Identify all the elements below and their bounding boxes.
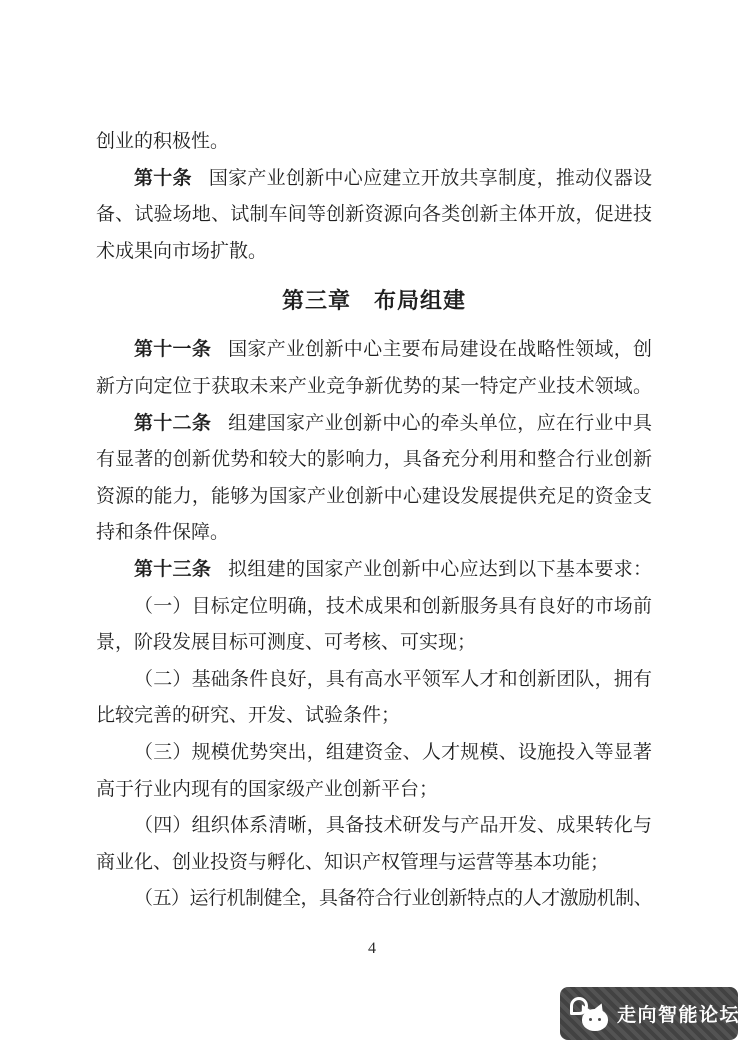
text-line [96,589,652,626]
text-line [96,161,652,198]
text-segment: （二）基础条件良好，具有高水平领军人才和创新团队，拥有 [134,668,652,690]
watermark-text: 走向智能论坛 [617,1005,741,1026]
cat-face-icon [568,994,610,1034]
text-segment: 备、试验场地、试制车间等创新资源向各类创新主体开放，促进技 [96,204,652,226]
text-line [96,552,652,589]
text-segment: （一）目标定位明确，技术成果和创新服务具有良好的市场前 [134,595,652,617]
text-line [96,197,652,234]
text-segment: 高于行业内现有的国家级产业创新平台； [96,778,439,800]
text-segment: 组建国家产业创新中心的牵头单位，应在行业中具 [228,412,652,434]
text-line [96,369,652,406]
text-segment: 术成果向市场扩散。 [96,240,268,262]
text-line [96,772,652,809]
article-number: 第十条 [134,167,192,189]
text-segment: 持和条件保障。 [96,522,230,544]
text-segment: 新方向定位于获取未来产业竞争新优势的某一特定产业技术领域。 [96,375,652,397]
text-line [96,662,652,699]
text-line [96,332,652,369]
text-line [96,698,652,735]
article-number: 第十三条 [134,558,212,580]
text-segment: 资源的能力，能够为国家产业创新中心建设发展提供充足的资金支 [96,485,652,507]
text-segment: 商业化、创业投资与孵化、知识产权管理与运营等基本功能； [96,851,610,873]
text-line [96,442,652,479]
text-segment: 比较完善的研究、开发、试验条件； [96,705,401,727]
article-number: 第十二条 [134,412,212,434]
text-line [96,881,652,918]
text-line [96,234,652,271]
text-line [96,479,652,516]
article-number: 第十一条 [134,339,212,361]
text-segment: 拟组建的国家产业创新中心应达到以下基本要求： [228,558,652,580]
text-segment: （四）组织体系清晰，具备技术研发与产品开发、成果转化与 [134,815,652,837]
text-line [96,406,652,443]
text-line [96,124,652,161]
text-line [96,808,652,845]
text-segment: 有显著的创新优势和较大的影响力，具备充分利用和整合行业创新 [96,449,652,471]
cat-eye-left [589,1018,592,1021]
cat-eye-right [598,1018,601,1021]
text-line [96,625,652,662]
text-line [96,845,652,882]
document-body [96,124,652,918]
cat-head-shape [582,1009,608,1031]
page-number: 4 [368,940,376,957]
text-segment: （五）运行机制健全，具备符合行业创新特点的人才激励机制、 [134,888,652,910]
text-line [96,515,652,552]
text-line [96,735,652,772]
text-segment: 创业的积极性。 [96,131,230,152]
forum-watermark [560,987,741,1040]
chapter-heading: 第三章 布局组建 [281,288,466,314]
text-segment: 景，阶段发展目标可测度、可考核、可实现； [96,632,477,654]
text-segment: 国家产业创新中心主要布局建设在战略性领域，创 [228,339,652,361]
text-segment: （三）规模优势突出，组建资金、人才规模、设施投入等显著 [134,741,652,763]
text-segment: 国家产业创新中心应建立开放共享制度，推动仪器设 [208,167,652,189]
